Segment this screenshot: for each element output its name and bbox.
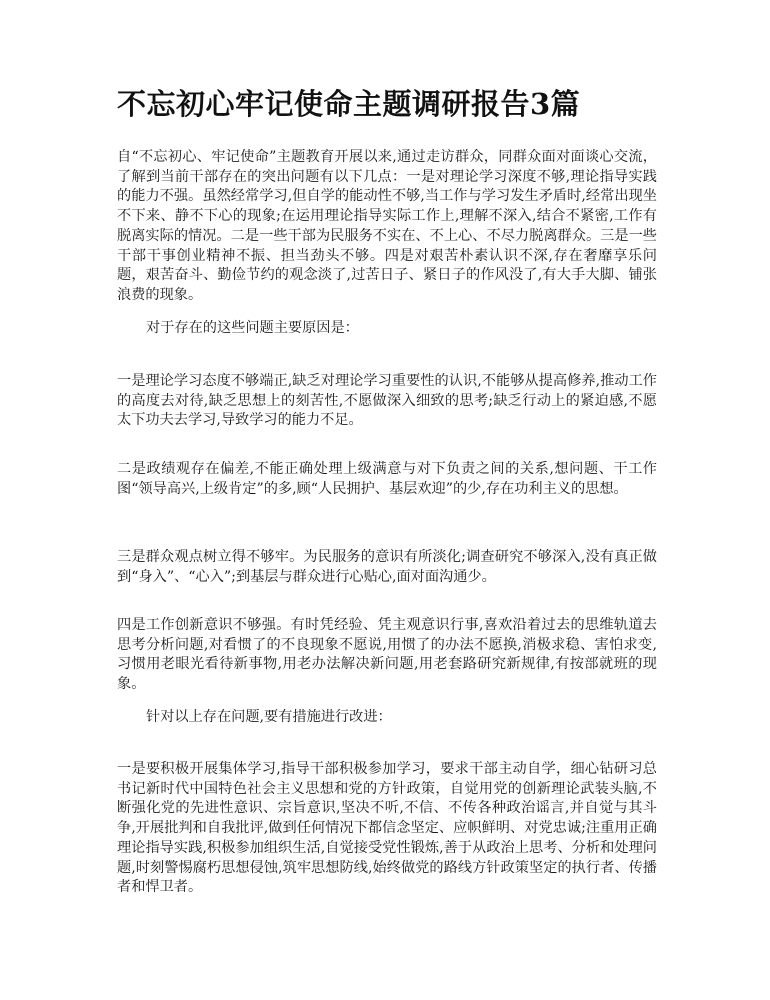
measure-one-paragraph: 一是要积极开展集体学习,指导干部积极参加学习，要求干部主动自学，细心钻研习总书记新时代中国特色社会主义思想和党的方针政策，自觉用党的创新理论武装头脑,不断强化党的先进性意识、宗旨意识,坚决不听,不信、不传各种政治谣言,并自觉与其斗争,开展批判和自我批评,做到任何情况下都信念坚定、应帜鲜明、对党忠诚;注重用正确理论指导实践,积极参加组织生活,自觉接受党性锻炼,善于从政治上思考、分析和处理问题,时刻警惕腐朽思想侵蚀,筑牢思想防线,始终做党的路线方针政策坚定的执行者、传播者和悍卫者。 [117,761,657,896]
cause-three-paragraph: 三是群众观点树立得不够牢。为民服务的意识有所淡化;调查研究不够深入,没有真正做到“身入”、“心入”;到基层与群众进行心贴心,面对面沟通少。 [117,549,657,585]
cause-two-paragraph: 二是政绩观存在偏差,不能正确处理上级满意与对下负责之间的关系,想问题、干工作图“领导高兴,上级肯定”的多,顾“人民拥护、基层欢迎”的少,存在功利主义的思想。 [117,461,657,497]
cause-four-paragraph: 四是工作创新意识不够强。有时凭经验、凭主观意识行事,喜欢沿着过去的思维轨道去思考分析问题,对看惯了的不良现象不愿说,用惯了的办法不愿换,消极求稳、害怕求变,习惯用老眼光看待新事物,用老办法解决新问题,用老套路研究新规律,有按部就班的现象。 [117,617,657,693]
causes-heading-paragraph: 对于存在的这些问题主要原因是： [146,320,359,336]
document-title: 不忘初心牢记使命主题调研报告3篇 [117,87,581,121]
cause-one-paragraph: 一是理论学习态度不够端正,缺乏对理论学习重要性的认识,不能够从提高修养,推动工作的高度去对待,缺乏思想上的刻苦性,不愿做深入细致的思考;缺乏行动上的紧迫感,不愿太下功夫去学习,导致学习的能力不足。 [117,373,657,429]
measures-heading-paragraph: 针对以上存在问题,要有措施进行改进： [146,709,392,725]
intro-paragraph: 自“不忘初心、牢记使命”主题教育开展以来,通过走访群众，同群众面对面谈心交流，了解到当前干部存在的突出问题有以下几点：一是对理论学习深度不够,理论指导实践的能力不强。虽然经常学习,但自学的能动性不够,当工作与学习发生矛盾时,经常出现坐不下来、静不下心的现象;在运用理论指导实际工作上,理解不深入,结合不紧密,工作有脱离实际的情况。二是一些干部为民服务不实在、不上心、不尽力脱离群众。三是一些干部干事创业精神不振、担当劲头不够。四是对艰苦朴素认识不深,存在奢靡享乐问题，艰苦奋斗、勤俭节约的观念淡了,过苦日子、紧日子的作风没了,有大手大脚、铺张浪费的现象。 [117,149,657,303]
